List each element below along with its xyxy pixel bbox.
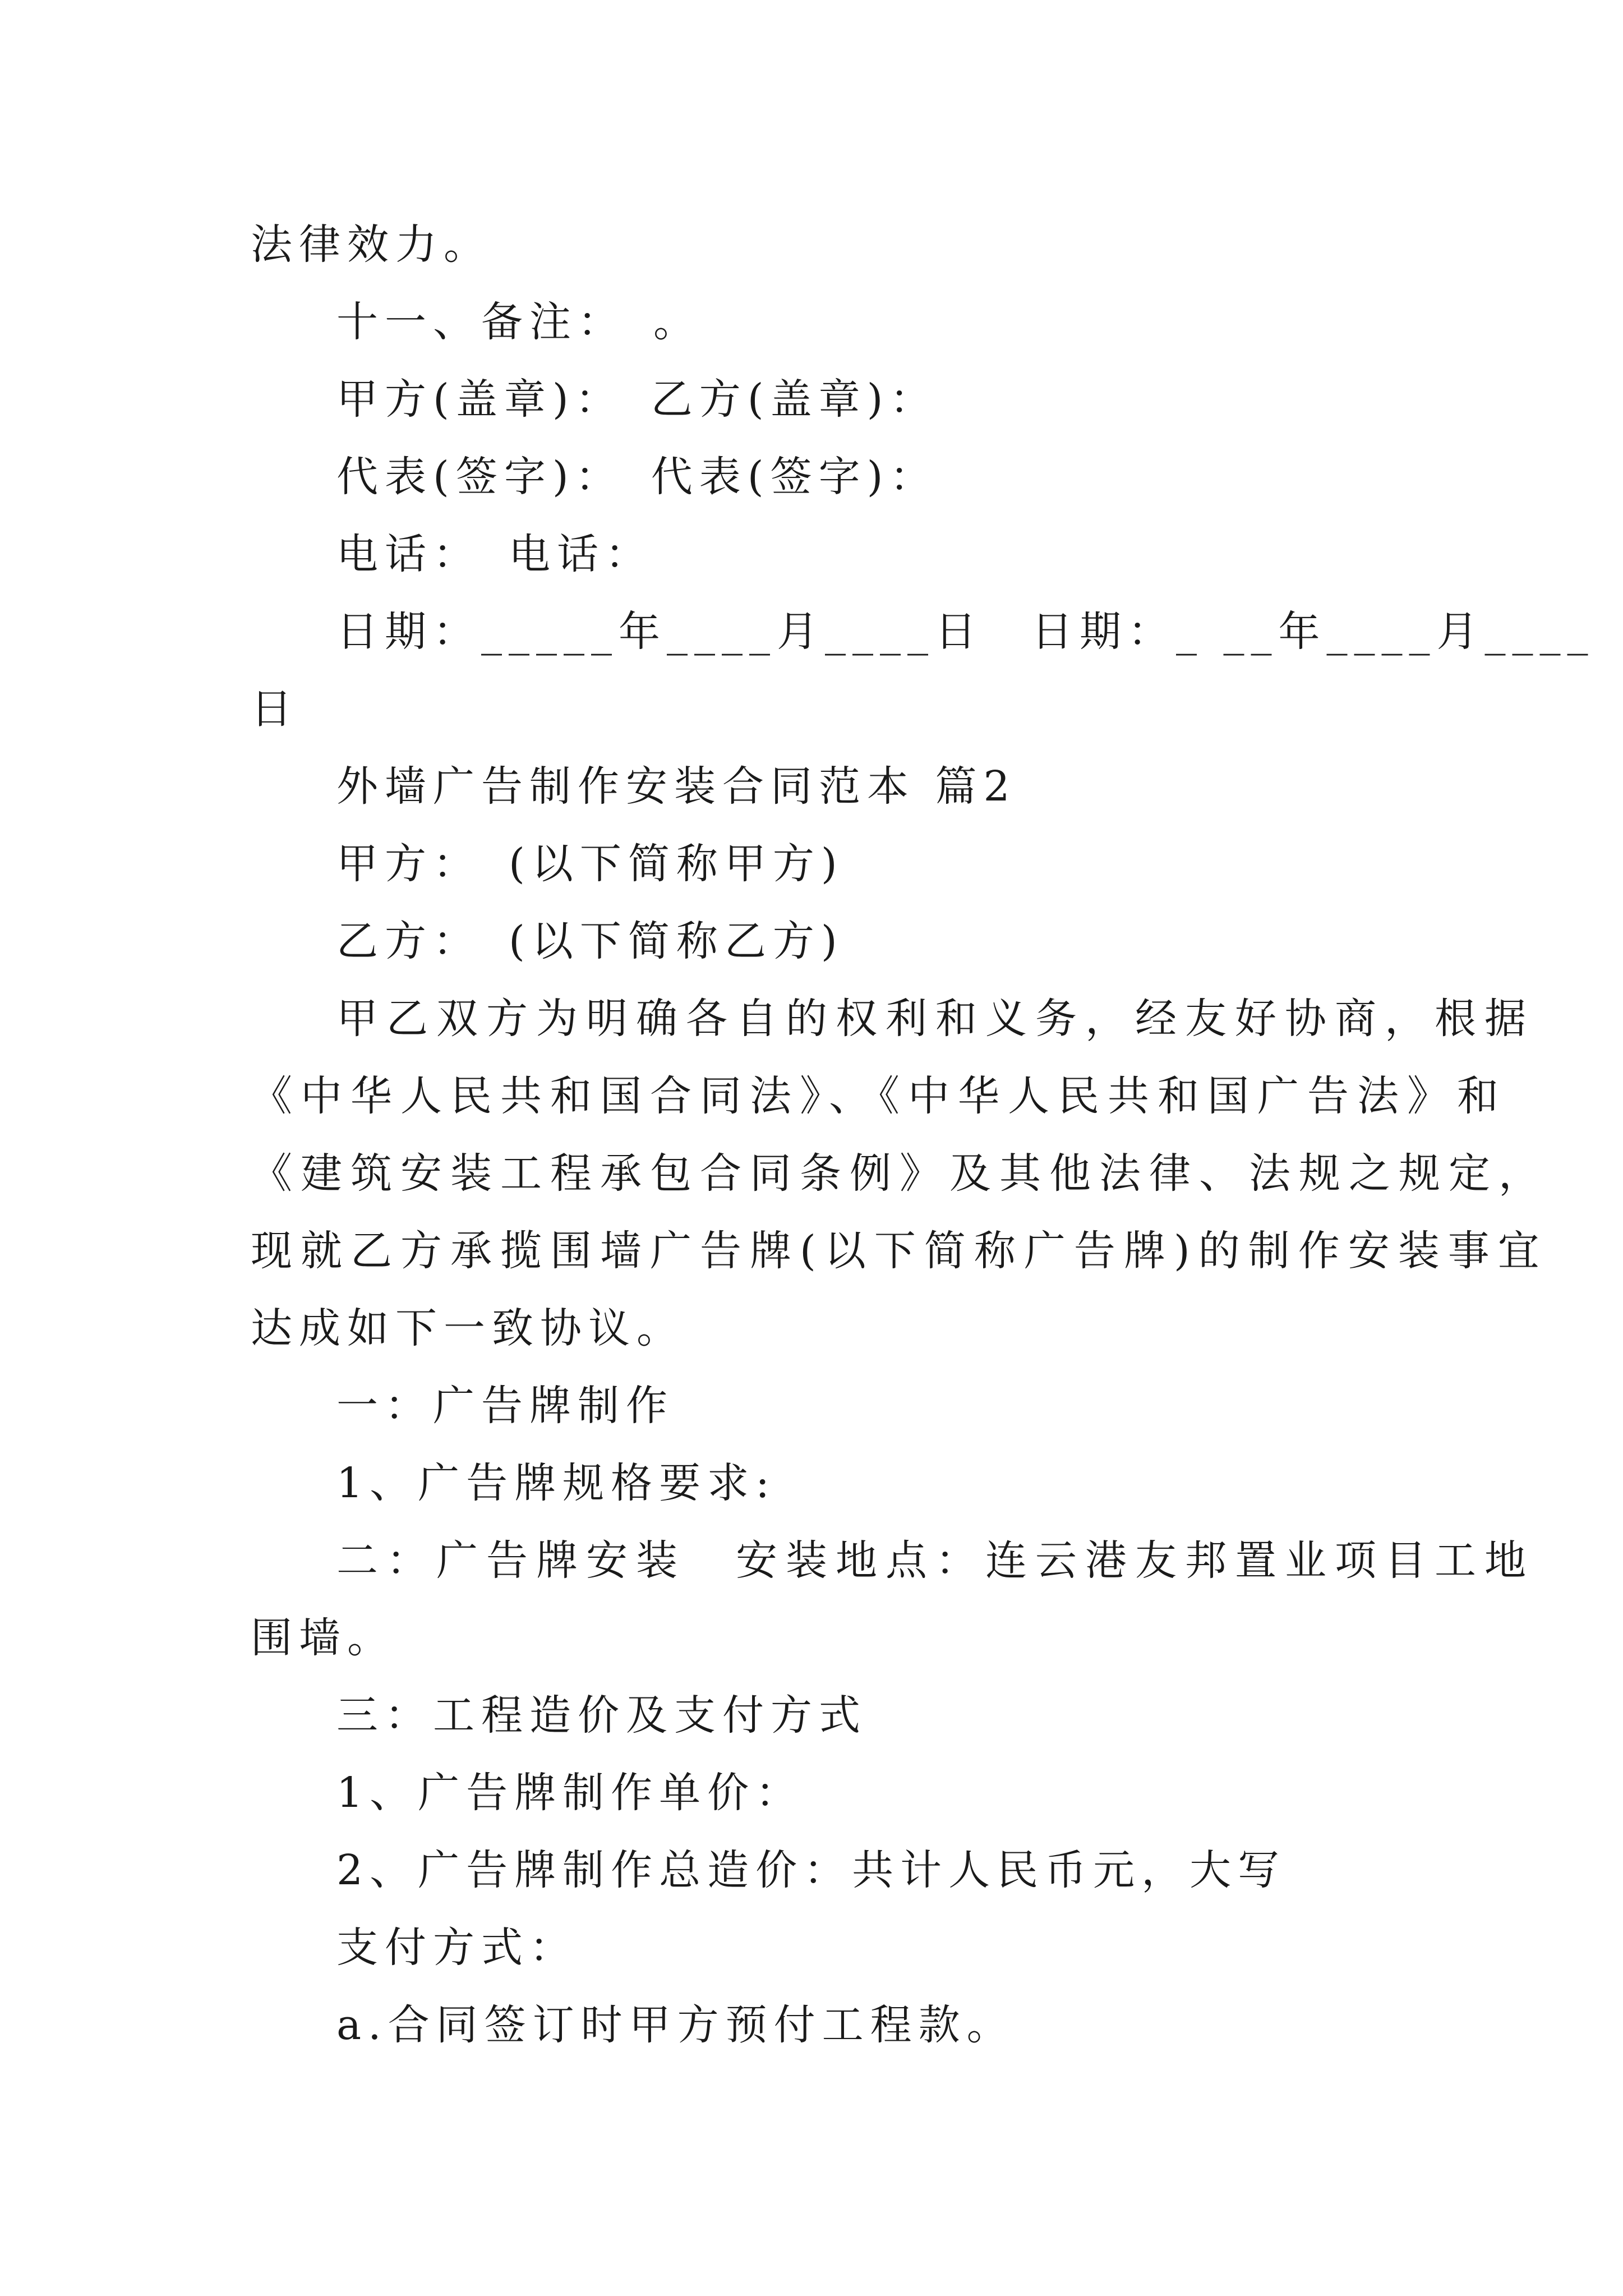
text-line-wall: 围墙。 [251, 1614, 395, 1662]
text-line-spec: 1、广告牌规格要求: [336, 1459, 777, 1507]
heading-sign-production: 一：广告牌制作 [336, 1382, 674, 1430]
text-line-party-a: 甲方： (以下简称甲方) [336, 840, 844, 888]
text-line-remarks: 十一、备注： 。 [336, 298, 702, 346]
text-line-total-price: 2、广告牌制作总造价：共计人民币元，大写 [336, 1846, 1287, 1894]
text-line-dates: 日期：_____年____月____日 日期：_ __年____月____ [336, 608, 1595, 656]
text-line-continuation: 法律效力。 [251, 220, 492, 269]
heading-sign-installation: 二：广告牌安装 安装地点：连云港友邦置业项目工地 [336, 1536, 1534, 1585]
paragraph-line: 现就乙方承揽围墙广告牌(以下简称广告牌)的制作安装事宜 [251, 1227, 1548, 1275]
paragraph-line: 《中华人民共和国合同法》、《中华人民共和国广告法》和 [251, 1072, 1507, 1120]
text-line-date-day: 日 [251, 685, 299, 733]
paragraph-line: 达成如下一致协议。 [251, 1304, 685, 1352]
section-title-part2: 外墙广告制作安装合同范本 篇2 [336, 762, 1017, 811]
text-line-representatives: 代表(签字)： 代表(签字)： [336, 453, 938, 501]
text-line-phones: 电话： 电话： [336, 530, 653, 578]
text-line-advance-payment: a.合同签订时甲方预付工程款。 [336, 2001, 1015, 2049]
paragraph-line: 《建筑安装工程承包合同条例》及其他法律、法规之规定， [251, 1149, 1548, 1198]
heading-cost-payment: 三：工程造价及支付方式 [336, 1691, 867, 1740]
paragraph-line: 甲乙双方为明确各自的权利和义务，经友好协商，根据 [336, 995, 1534, 1043]
text-line-unit-price: 1、广告牌制作单价： [336, 1769, 804, 1817]
text-line-payment-method: 支付方式： [336, 1924, 578, 1972]
text-line-party-seals: 甲方(盖章)： 乙方(盖章)： [336, 375, 938, 424]
text-line-party-b: 乙方： (以下简称乙方) [336, 917, 844, 965]
